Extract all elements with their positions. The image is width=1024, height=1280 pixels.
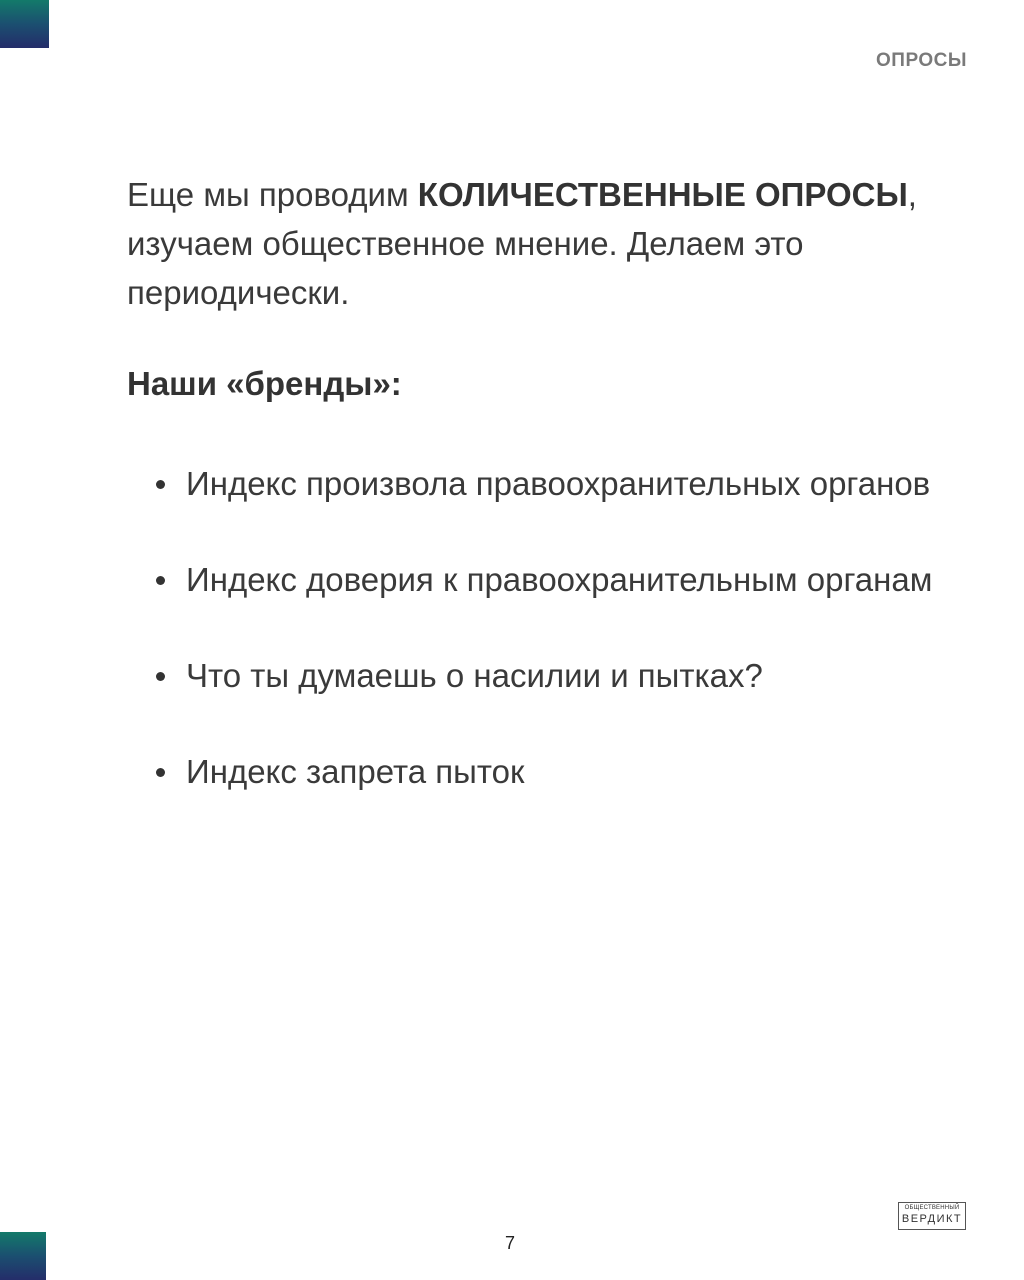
list-item — [127, 460, 947, 508]
list-item-label: Что ты думаешь о насилии и пытках? — [186, 657, 763, 694]
list-item — [127, 556, 947, 604]
brand-list — [127, 460, 947, 844]
intro-bold-text: КОЛИЧЕСТВЕННЫЕ ОПРОСЫ — [417, 176, 908, 213]
logo-top-text: ОБЩЕСТВЕННЫЙ — [904, 1205, 960, 1211]
list-item-label: Индекс запрета пыток — [186, 753, 525, 790]
brands-heading: Наши «бренды»: — [127, 365, 402, 402]
intro-text-1: Еще мы проводим — [127, 176, 418, 213]
logo — [898, 1202, 966, 1230]
intro-text-2: , изучаем общественное мнение. Делаем это периодически. — [127, 176, 917, 311]
section-label: ОПРОСЫ — [876, 50, 967, 71]
corner-decoration-bottom — [0, 1232, 46, 1280]
bullet-icon — [156, 480, 165, 489]
bullet-icon — [156, 768, 165, 777]
logo-bottom-text: ВЕРДИКТ — [901, 1213, 963, 1225]
list-item — [127, 748, 947, 796]
intro-paragraph — [127, 170, 927, 317]
list-item-label: Индекс произвола правоохранительных органов — [186, 465, 931, 502]
list-item-label: Индекс доверия к правоохранительным органам — [186, 561, 933, 598]
bullet-icon — [156, 576, 165, 585]
list-item — [127, 652, 947, 700]
bullet-icon — [156, 672, 165, 681]
corner-decoration-top — [0, 0, 49, 48]
page-number: 7 — [505, 1233, 516, 1253]
